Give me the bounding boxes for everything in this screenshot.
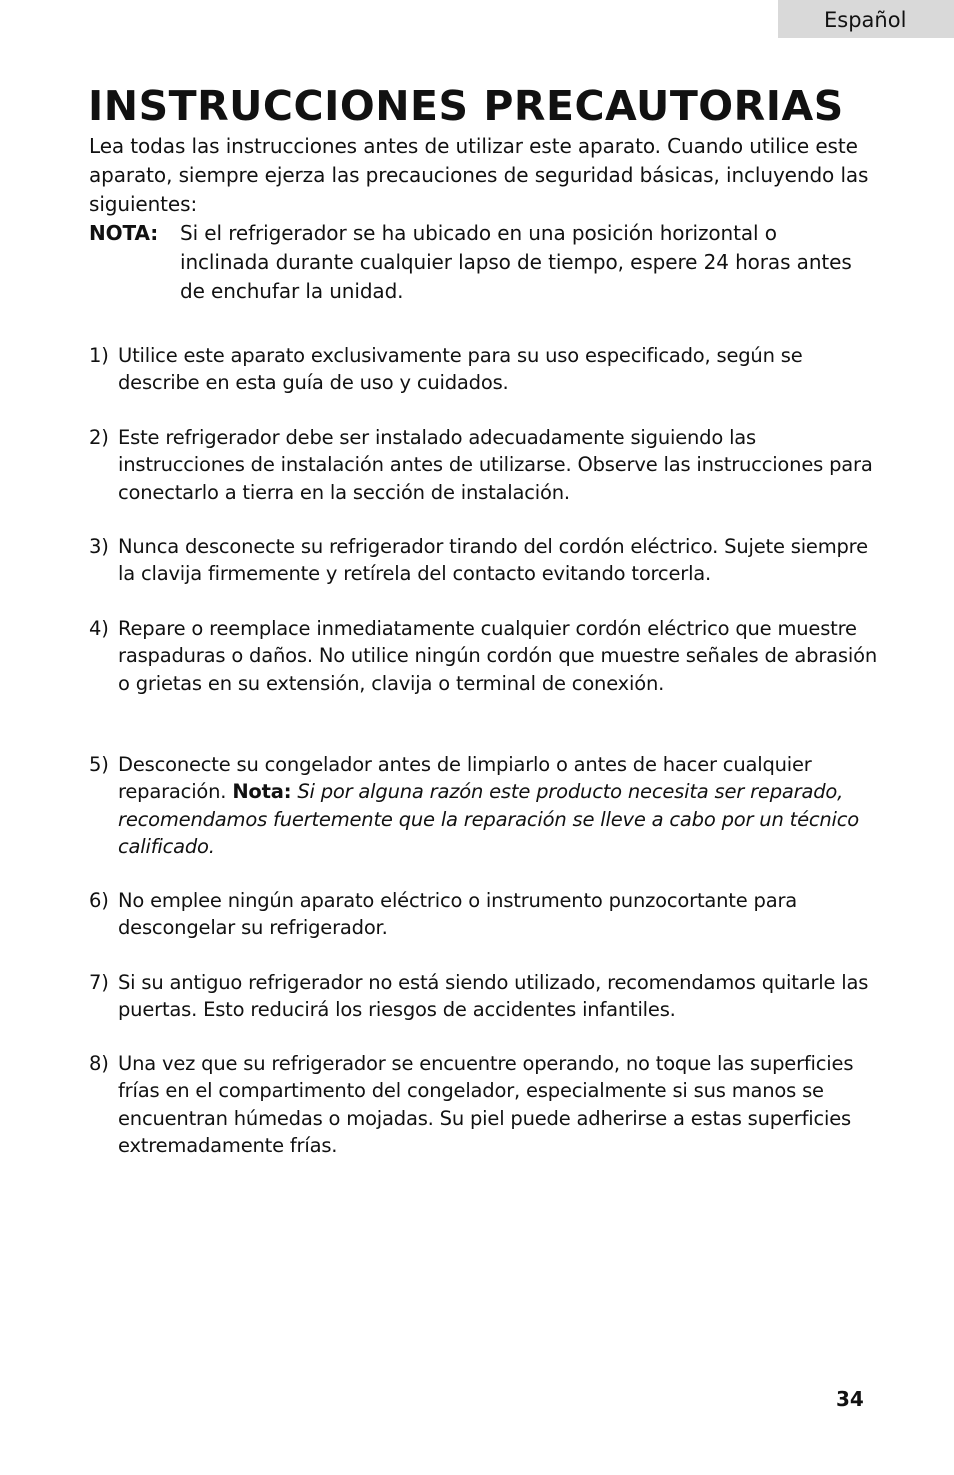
list-item-6: [89, 887, 879, 942]
list-item-number: 6): [89, 889, 109, 912]
page-title: INSTRUCCIONES PRECAUTORIAS: [88, 82, 844, 130]
list-item-3: [89, 533, 879, 588]
list-item-text: Utilice este aparato exclusivamente para su uso especificado, según se describe en esta guía de uso y cuidados.: [118, 344, 803, 395]
list-item-text: Nunca desconecte su refrigerador tirando del cordón eléctrico. Sujete siempre la clavija firmemente y retírela del contacto evitando torcerla.: [118, 535, 868, 586]
inline-note-text: Si por alguna razón este producto necesita ser reparado, recomendamos fuertemente que la reparación se lleve a cabo por un técnico calificado.: [118, 780, 860, 858]
list-item-text: No emplee ningún aparato eléctrico o instrumento punzocortante para descongelar su refrigerador.: [118, 889, 798, 940]
note-label: NOTA:: [89, 221, 159, 245]
list-item-number: 8): [89, 1052, 109, 1075]
page-number: 34: [836, 1387, 864, 1411]
list-item-text: [118, 751, 889, 860]
list-item-number: 4): [89, 617, 109, 640]
list-item-1: [89, 342, 879, 397]
note-block: [89, 219, 869, 306]
list-item-5: [89, 751, 889, 860]
list-item-main-text: Desconecte su congelador antes de limpiarlo o antes de hacer cualquier reparación.: [118, 753, 812, 804]
list-item-number: 1): [89, 344, 109, 367]
list-item-number: 7): [89, 971, 109, 994]
note-text: Si el refrigerador se ha ubicado en una posición horizontal o inclinada durante cualquier lapso de tiempo, espere 24 horas antes de enchufar la unidad.: [180, 221, 852, 303]
list-item-2: [89, 424, 879, 506]
list-item-text: Este refrigerador debe ser instalado adecuadamente siguiendo las instrucciones de instalación antes de utilizarse. Observe las instrucciones para conectarlo a tierra en la sección de instalación.: [118, 426, 873, 504]
list-item-text: Una vez que su refrigerador se encuentre operando, no toque las superficies frías en el compartimento del congelador, especialmente si sus manos se encuentran húmedas o mojadas. Su piel puede adherirse a estas superficies extremadamente frías.: [118, 1052, 854, 1157]
list-item-number: 3): [89, 535, 109, 558]
language-tab: Español: [778, 0, 954, 38]
list-item-7: [89, 969, 879, 1024]
list-item-number: 5): [89, 753, 109, 776]
list-item-number: 2): [89, 426, 109, 449]
list-item-text: Repare o reemplace inmediatamente cualquier cordón eléctrico que muestre raspaduras o daños. No utilice ningún cordón que muestre señales de abrasión o grietas en su extensión, clavija o terminal de conexión.: [118, 617, 877, 695]
list-item-text: Si su antiguo refrigerador no está siendo utilizado, recomendamos quitarle las puertas. Esto reducirá los riesgos de accidentes infantiles.: [118, 971, 869, 1022]
list-item-8: [89, 1050, 879, 1159]
intro-paragraph: Lea todas las instrucciones antes de utilizar este aparato. Cuando utilice este aparato, siempre ejerza las precauciones de seguridad básicas, incluyendo las siguientes:: [89, 134, 869, 216]
list-item-4: [89, 615, 879, 697]
inline-note-label: Nota:: [232, 780, 292, 804]
